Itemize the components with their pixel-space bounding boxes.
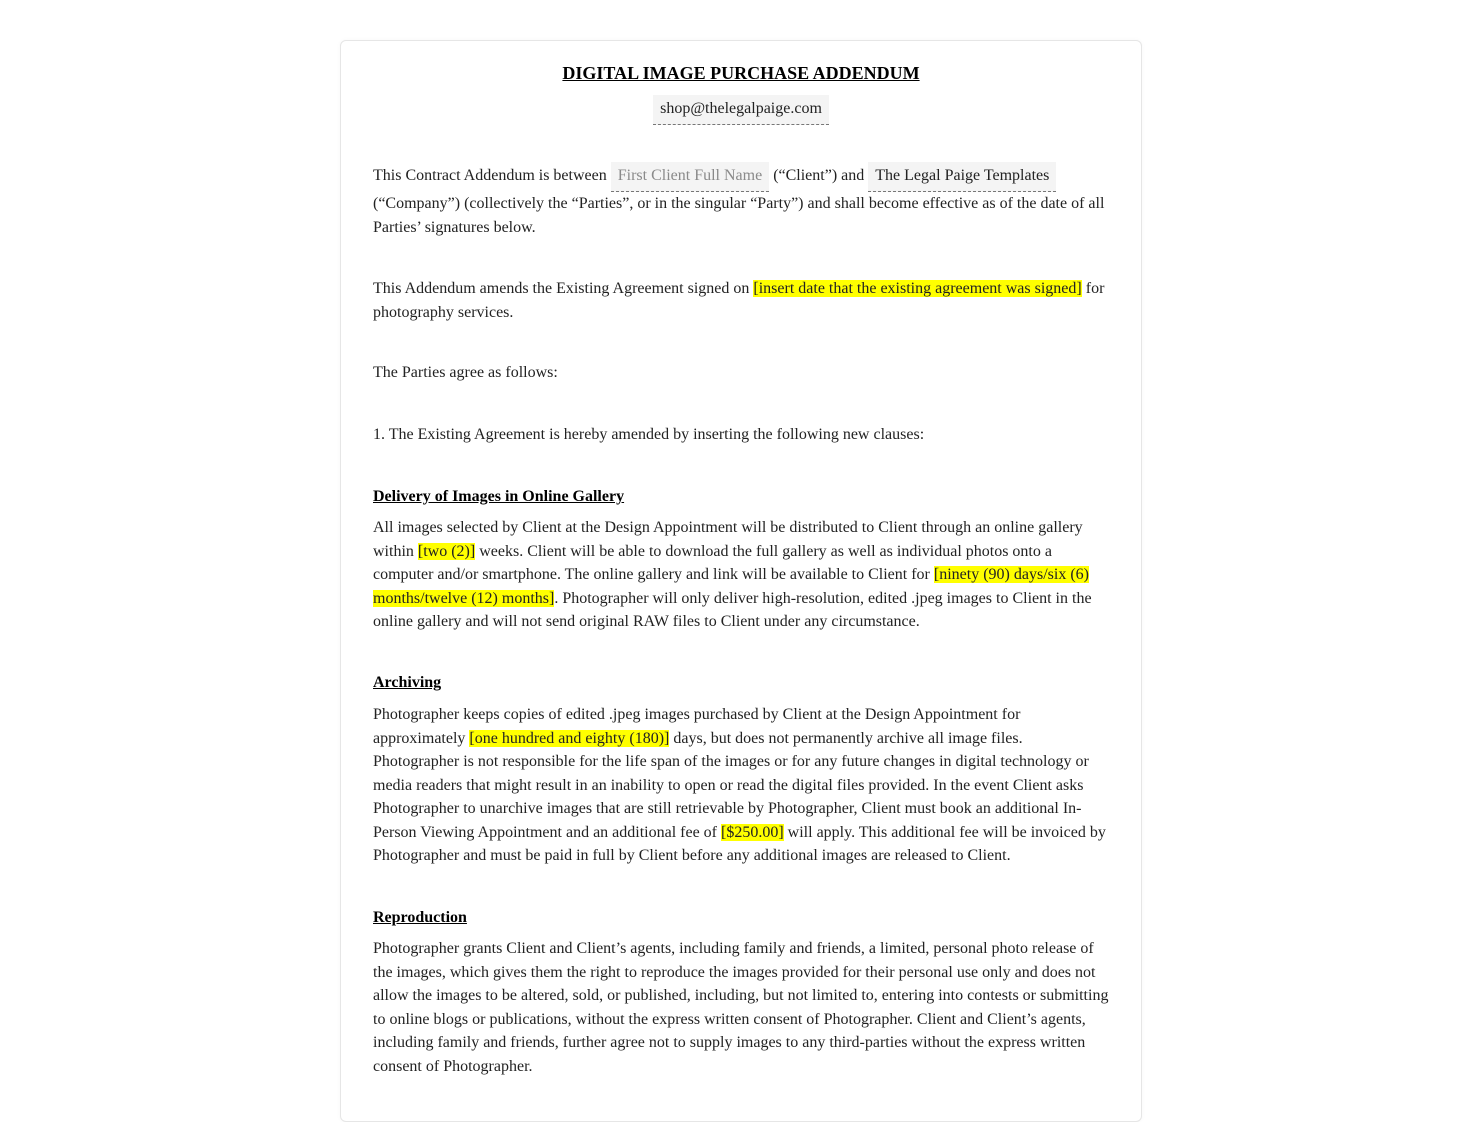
document-page bbox=[340, 40, 1142, 1122]
agree-paragraph: The Parties agree as follows: bbox=[373, 364, 558, 381]
email-field-wrap bbox=[341, 95, 1141, 125]
delivery-heading: Delivery of Images in Online Gallery bbox=[373, 488, 625, 505]
amend-pre: This Addendum amends the Existing Agreement signed on bbox=[373, 280, 750, 297]
delivery-weeks-highlight: [two (2)] bbox=[417, 542, 476, 560]
intro-pre: This Contract Addendum is between bbox=[373, 167, 607, 184]
archiving-paragraph bbox=[373, 703, 1111, 868]
item-1: 1. The Existing Agreement is hereby amended by inserting the following new clauses: bbox=[373, 426, 925, 443]
intro-mid: (“Client”) and bbox=[773, 167, 865, 184]
archiving-text-3: will apply. This additional fee will be invoiced by Photographer and must be paid in full by Client before any additional images are released to Client. bbox=[373, 823, 1106, 864]
client-name-input[interactable]: First Client Full Name bbox=[611, 162, 769, 192]
archiving-fee-highlight: [$250.00] bbox=[721, 823, 784, 841]
archiving-text-1: Photographer keeps copies of edited .jpeg images purchased by Client at the Design Appointment for approximately bbox=[373, 706, 1021, 747]
delivery-paragraph bbox=[373, 516, 1111, 634]
company-name-input[interactable]: The Legal Paige Templates bbox=[868, 162, 1056, 192]
amend-date-highlight: [insert date that the existing agreement was signed] bbox=[753, 280, 1082, 297]
archiving-heading: Archiving bbox=[373, 674, 442, 691]
intro-paragraph bbox=[373, 161, 1111, 192]
delivery-text-3: . Photographer will only deliver high-resolution, edited .jpeg images to Client in the online gallery and will not send original RAW files to Client under any circumstance. bbox=[373, 589, 1092, 630]
delivery-text-1: All images selected by Client at the Design Appointment will be distributed to Client through an online gallery within bbox=[373, 519, 1083, 560]
reproduction-heading: Reproduction bbox=[373, 909, 467, 926]
document-title: DIGITAL IMAGE PURCHASE ADDENDUM bbox=[562, 63, 920, 83]
amend-paragraph bbox=[373, 277, 1111, 324]
delivery-text-2: weeks. Client will be able to download the full gallery as well as individual photos onto a computer and/or smartphone. The online gallery and link will be available to Client for bbox=[373, 542, 1052, 583]
amend-post: for photography services. bbox=[373, 280, 1105, 321]
email-field[interactable]: shop@thelegalpaige.com bbox=[653, 95, 829, 125]
archiving-text-2: days, but does not permanently archive all image files. Photographer is not responsible for the life span of the images or for any future changes in digital technology or media readers that might result in an inability to open or read the digital files provided. In the event Client asks Photographer to unarchive images that are still retrievable by Photographer, Client must book an additional In-Person Viewing Appointment and an additional fee of bbox=[373, 729, 1089, 841]
archiving-days-highlight: [one hundred and eighty (180)] bbox=[469, 729, 670, 747]
delivery-period-highlight: [ninety (90) days/six (6) months/twelve (12) months] bbox=[373, 566, 1089, 607]
reproduction-paragraph: Photographer grants Client and Client’s agents, including family and friends, a limited, personal photo release of the images, which gives them the right to reproduce the images provided for their personal use only and does not allow the images to be altered, sold, or published, including, but not limited to, entering into contests or submitting to online blogs or publications, without the express written consent of Photographer. Client and Client’s agents, including family and friends, further agree not to supply images to any third-parties without the express written consent of Photographer. bbox=[373, 940, 1109, 1075]
intro-paragraph-cont bbox=[373, 192, 1111, 239]
intro-post: (“Company”) (collectively the “Parties”, or in the singular “Party”) and shall become effective as of the date of all Parties’ signatures below. bbox=[373, 195, 1105, 236]
